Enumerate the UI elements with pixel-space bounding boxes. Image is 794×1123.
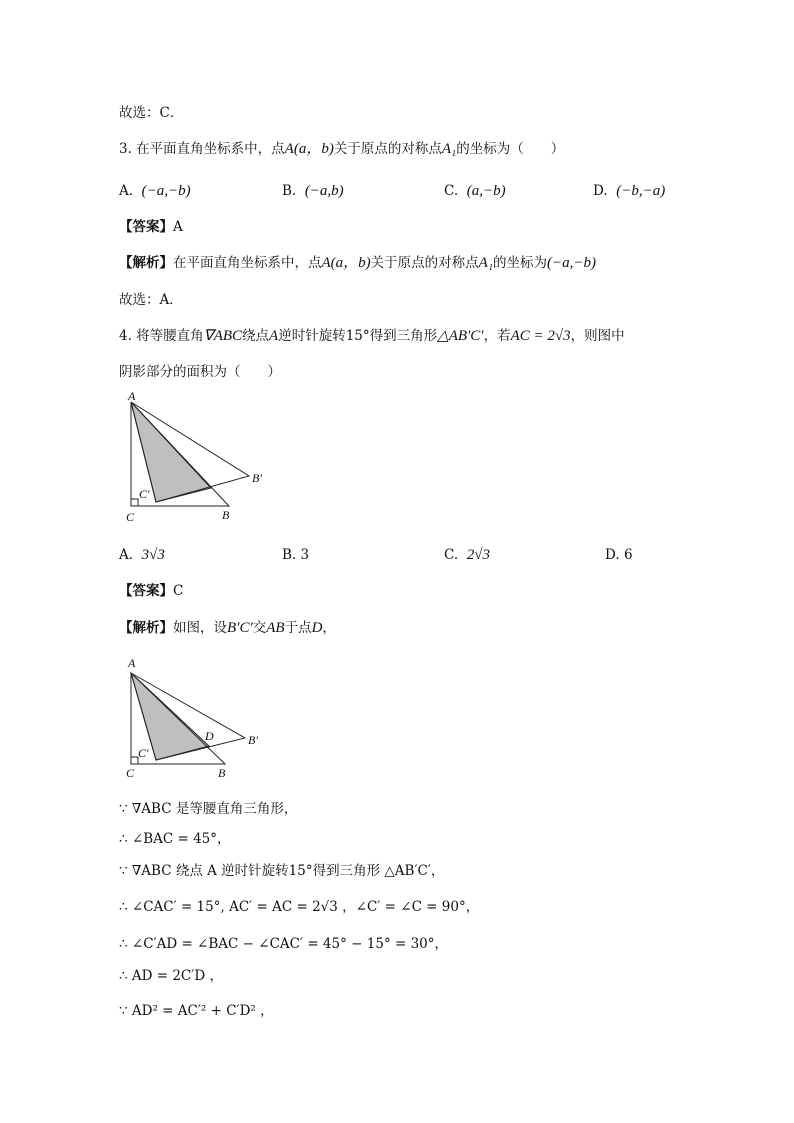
right-angle-mark-2 <box>131 757 138 764</box>
q3-analysis: 【解析】在平面直角坐标系中，点A(a，b)关于原点的对称点A₁的坐标为(−a,−b) <box>119 255 597 271</box>
q3-analysis-tag: 【解析】 <box>119 255 173 271</box>
label-a: A <box>128 389 136 403</box>
q3-stem-suffix: 的坐标为（ ） <box>456 141 565 157</box>
label2-b: B <box>218 766 226 780</box>
right-angle-mark <box>131 499 138 506</box>
label2-d: D <box>205 729 214 743</box>
q3-sym-point: A₁ <box>441 141 457 157</box>
q4-analysis-tag: 【解析】 <box>119 620 173 636</box>
q4-step-6: ∴ AD = 2C′D ， <box>119 968 223 984</box>
q4-condition: AC = 2√3 <box>510 328 571 344</box>
q3-analysis-result: (−a,−b) <box>547 255 597 271</box>
q3-option-b: B. (−a,b) <box>282 183 344 199</box>
label-c: C <box>126 510 135 524</box>
q3-stem-mid: 关于原点的对称点 <box>333 141 442 157</box>
q4-option-c: C. 2√3 <box>444 547 490 563</box>
q4-answer-tag: 【答案】 <box>119 583 173 599</box>
q3-option-d: D. (−b,−a) <box>593 183 666 199</box>
label2-c: C <box>126 766 135 780</box>
q4-option-d: D. 6 <box>605 547 633 563</box>
prev-conclusion: 故选：C． <box>119 105 184 121</box>
q4-answer <box>119 581 183 601</box>
q4-step-5: ∴ ∠C′AD = ∠BAC − ∠CAC′ = 45° − 15° = 30°， <box>119 936 449 952</box>
q3-answer-value: A <box>173 219 183 235</box>
q4-step-2: ∴ ∠BAC = 45°， <box>119 831 231 847</box>
q4-answer-value: C <box>173 583 184 599</box>
q3-stem-prefix: 3. 在平面直角坐标系中，点 <box>119 141 285 157</box>
q4-figure-1 <box>118 390 278 525</box>
q4-stem-line1: 4. 将等腰直角∇ABC绕点A逆时针旋转15°得到三角形△AB′C′，若AC = 2√3，则图中 <box>119 328 625 344</box>
label-b-prime: B′ <box>252 471 262 485</box>
q4-step-3: ∵ ∇ABC 绕点 A 逆时针旋转15°得到三角形 △AB′C′， <box>119 863 445 879</box>
q3-conclusion: 故选：A． <box>119 292 183 308</box>
q3-answer-tag: 【答案】 <box>119 219 173 235</box>
q3-option-c: C. (a,−b) <box>444 183 506 199</box>
q4-stem-line2: 阴影部分的面积为（ ） <box>119 364 281 380</box>
q4-step-1: ∵ ∇ABC 是等腰直角三角形， <box>119 801 298 817</box>
label2-a: A <box>128 656 136 670</box>
q3-answer <box>119 217 183 237</box>
label-c-prime: C′ <box>139 487 150 501</box>
q3-point: A(a，b) <box>284 141 334 157</box>
label-b: B <box>222 508 230 522</box>
q4-analysis: 【解析】如图，设B′C′交AB于点D， <box>119 620 336 636</box>
q4-option-b: B. 3 <box>282 547 310 563</box>
q3-stem <box>119 139 564 159</box>
q4-step-4: ∴ ∠CAC′ = 15°, AC′ = AC = 2√3 ，∠C′ = ∠C = 90°， <box>119 899 480 915</box>
label2-c-prime: C′ <box>138 746 149 760</box>
q4-option-a: A. 3√3 <box>119 547 165 563</box>
q4-step-7: ∵ AD² = AC′² + C′D² ， <box>119 1003 274 1019</box>
q4-figure-2 <box>118 653 278 783</box>
label2-b-prime: B′ <box>248 733 258 747</box>
q3-option-a: A. (−a,−b) <box>119 183 191 199</box>
